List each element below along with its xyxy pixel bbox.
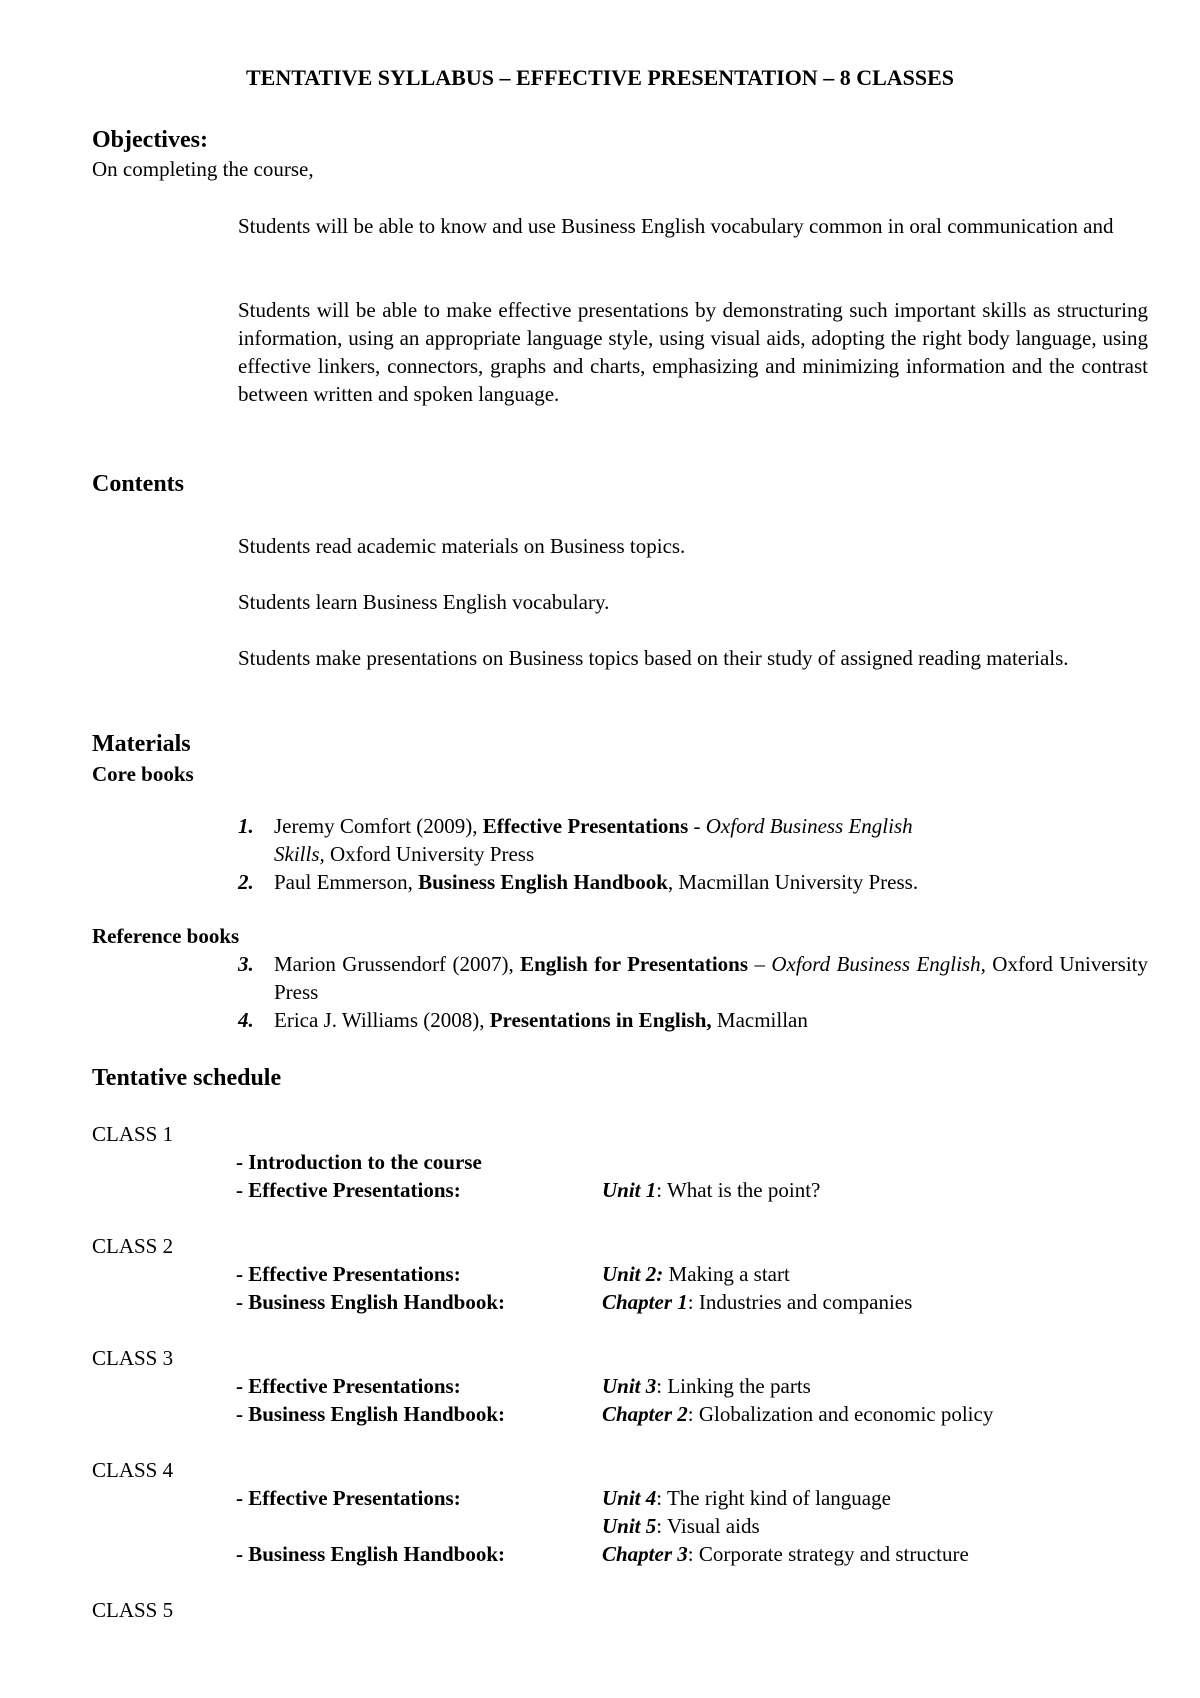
unit-title: Making a start [663,1262,790,1286]
book-series: Oxford Business English, [771,952,986,976]
schedule-unit [602,1260,790,1288]
book-publisher: Macmillan [716,1008,808,1032]
document-title: TENTATIVE SYLLABUS – EFFECTIVE PRESENTATION – 8 CLASSES [245,65,955,90]
book-separator: - [688,814,706,838]
unit-title: : Corporate strategy and structure [687,1542,969,1566]
book-publisher: Macmillan University Press. [678,870,919,894]
book-number: 1. [238,814,254,838]
unit-label: Chapter 3 [602,1542,688,1566]
contents-item-1: Students read academic materials on Business topics. [238,534,686,558]
reference-book-4 [0,1006,1200,1036]
book-title: Effective Presentations [482,814,689,838]
unit-title: : Industries and companies [687,1290,913,1314]
schedule-book: - Business English Handbook: [236,1542,506,1566]
unit-label: Chapter 2 [602,1402,688,1426]
contents-item-2: Students learn Business English vocabulary. [238,590,610,614]
book-number: 4. [238,1008,254,1032]
schedule-unit [602,1372,811,1400]
contents-item-3: Students make presentations on Business topics based on their study of assigned reading materials. [238,646,1069,670]
book-publisher: Oxford University Press [274,952,1149,1004]
materials-heading: Materials [92,731,191,757]
objective-item-1: Students will be able to know and use Business English vocabulary common in oral communication and [238,214,1114,238]
book-number: 3. [238,952,254,976]
schedule-unit [602,1540,969,1568]
class-label: CLASS 4 [92,1458,174,1482]
unit-title: : Visual aids [656,1514,760,1538]
class-label: CLASS 5 [92,1598,174,1622]
book-author: Marion Grussendorf (2007), [274,952,521,976]
book-author: Jeremy Comfort (2009), [274,814,483,838]
book-author: Erica J. Williams (2008), [274,1008,490,1032]
core-book-2 [0,868,1200,898]
objective-item-2: Students will be able to make effective presentations by demonstrating such important skills as structuring information, using an appropriate language style, using visual aids, adopting the right body language, using effective linkers, connectors, graphs and charts, emphasizing and minimizing information and the contrast between written and spoken language. [238,298,1148,406]
unit-label: Unit 5 [602,1514,657,1538]
book-title: English for Presentations [520,952,749,976]
book-citation [274,868,1148,896]
unit-label: Unit 1 [602,1178,657,1202]
unit-label: Unit 4 [602,1486,657,1510]
book-separator: , [667,870,679,894]
contents-heading: Contents [92,471,185,497]
schedule-unit [602,1400,993,1428]
book-citation [274,1006,1148,1034]
unit-label: Chapter 1 [602,1290,688,1314]
book-publisher: Oxford University Press [324,842,535,866]
schedule-unit [602,1176,820,1204]
class-label: CLASS 2 [92,1234,174,1258]
objectives-intro: On completing the course, [92,157,314,181]
schedule-unit [602,1484,891,1512]
unit-title: : Linking the parts [656,1374,811,1398]
schedule-unit [602,1288,912,1316]
core-books-heading: Core books [92,762,194,786]
core-book-1 [0,812,1200,872]
schedule-book: - Effective Presentations: [236,1178,461,1202]
schedule-book: - Business English Handbook: [236,1402,506,1426]
unit-title: : Globalization and economic policy [687,1402,994,1426]
book-number: 2. [238,870,254,894]
book-citation [274,950,1148,1006]
schedule-book: - Effective Presentations: [236,1262,461,1286]
book-separator: – [748,952,772,976]
book-title: Presentations in English, [489,1008,712,1032]
schedule-book: - Introduction to the course [236,1150,482,1174]
reference-books-heading: Reference books [92,924,240,948]
unit-label: Unit 2: [602,1262,664,1286]
unit-title: : What is the point? [656,1178,821,1202]
book-title: Business English Handbook [418,870,668,894]
book-author: Paul Emmerson, [274,870,419,894]
reference-book-3 [0,950,1200,1010]
schedule-book: - Business English Handbook: [236,1290,506,1314]
book-series: Oxford Business English Skills, [274,814,913,866]
book-citation [274,812,954,868]
schedule-book: - Effective Presentations: [236,1374,461,1398]
schedule-heading: Tentative schedule [92,1065,282,1091]
schedule-book: - Effective Presentations: [236,1486,461,1510]
objectives-heading: Objectives: [92,127,208,153]
schedule-unit [602,1512,760,1540]
class-label: CLASS 3 [92,1346,174,1370]
unit-label: Unit 3 [602,1374,657,1398]
unit-title: : The right kind of language [656,1486,891,1510]
class-label: CLASS 1 [92,1122,174,1146]
